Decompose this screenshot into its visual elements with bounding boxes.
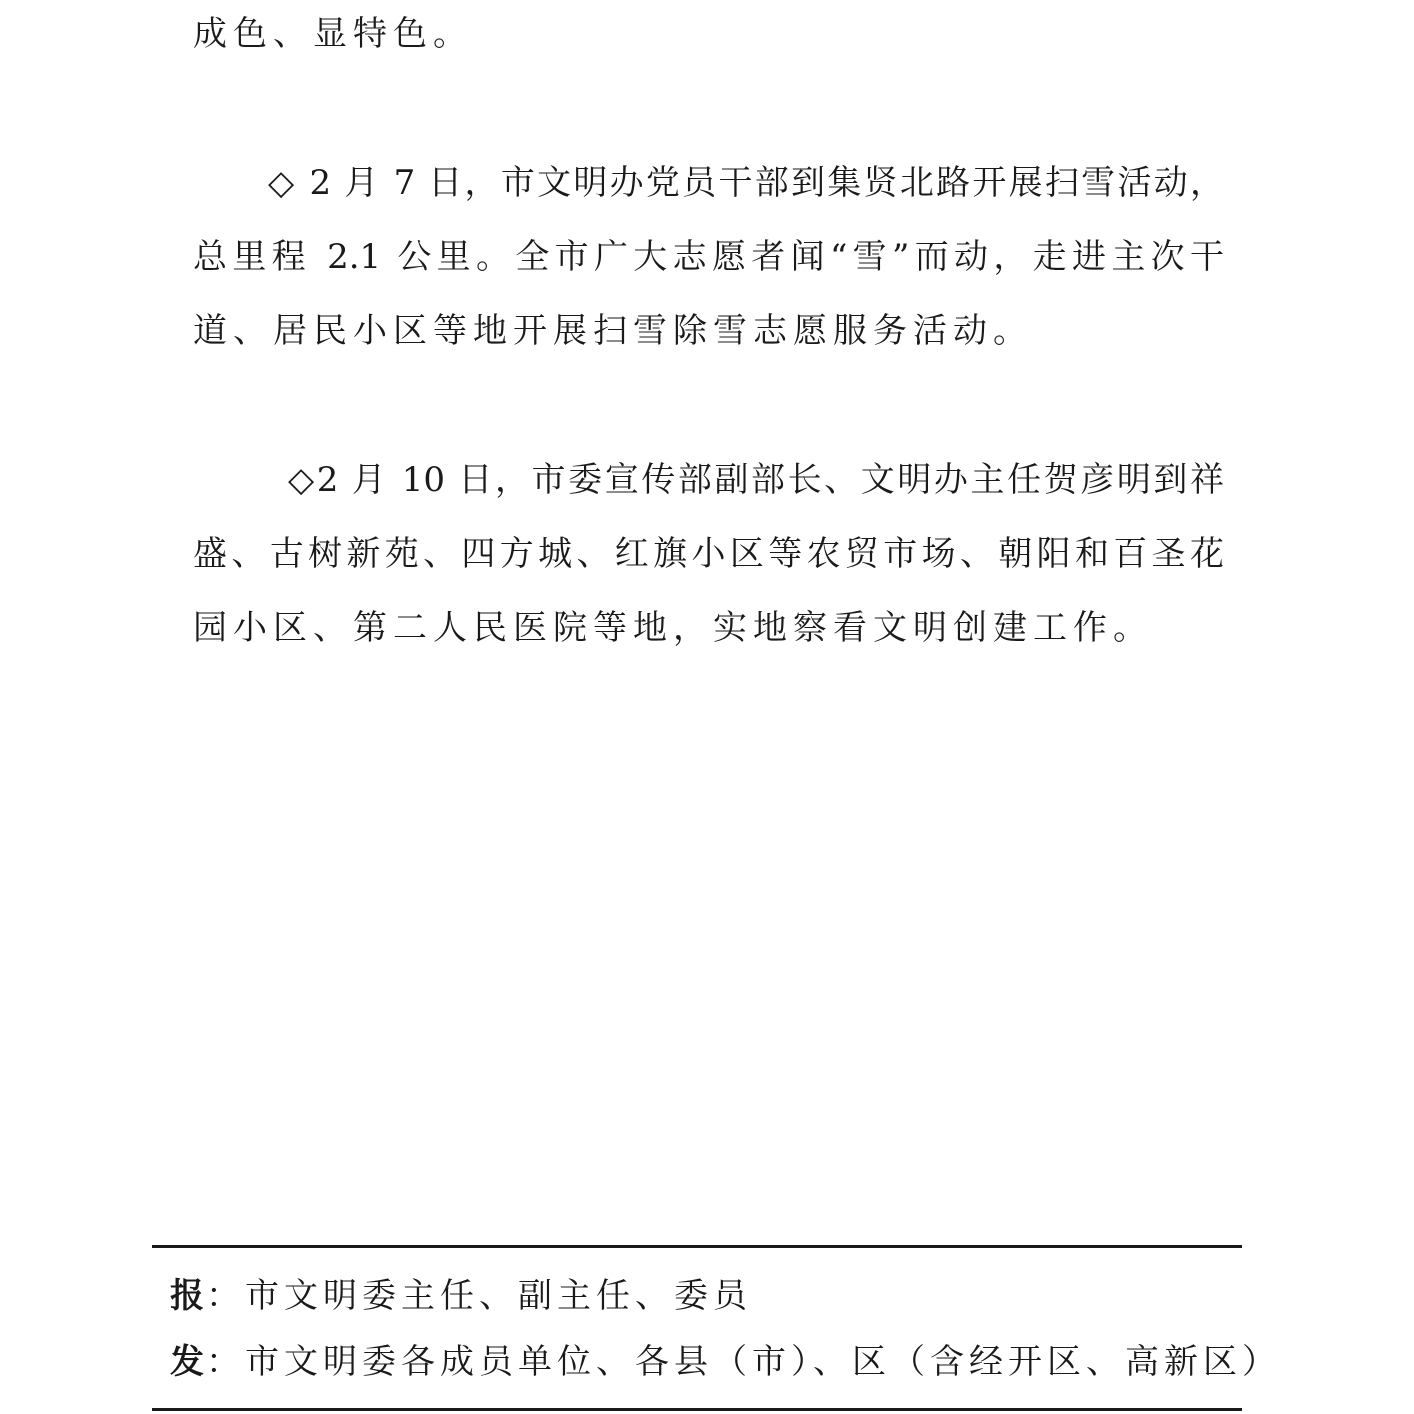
paragraph-1-line-2: 道、居民小区等地开展扫雪除雪志愿服务活动。 xyxy=(193,311,1033,351)
send-recipients: ：市文明委各成员单位、各县（市）、区（含经开区、高新区） xyxy=(206,1342,1281,1382)
distribution-top-rule xyxy=(152,1245,1242,1248)
paragraph-0-line-0: 成色、显特色。 xyxy=(193,14,473,54)
report-recipients: ：市文明委主任、副主任、委员 xyxy=(206,1276,752,1316)
paragraph-1-line-1: 总里程 2.1 公里。全市广大志愿者闻“雪”而动，走进主次干 xyxy=(193,237,1224,277)
distribution-bottom-rule xyxy=(152,1408,1242,1411)
report-to-line xyxy=(170,1276,752,1316)
send-to-line xyxy=(170,1342,1281,1382)
report-label: 报 xyxy=(170,1276,206,1316)
paragraph-2-line-0: ◇2 月 10 日，市委宣传部副部长、文明办主任贺彦明到祥 xyxy=(288,460,1224,500)
paragraph-2-line-2: 园小区、第二人民医院等地，实地察看文明创建工作。 xyxy=(193,608,1153,648)
paragraph-1-line-0: ◇ 2 月 7 日，市文明办党员干部到集贤北路开展扫雪活动， xyxy=(268,163,1224,203)
paragraph-2-line-1: 盛、古树新苑、四方城、红旗小区等农贸市场、朝阳和百圣花 xyxy=(193,534,1224,574)
send-label: 发 xyxy=(170,1342,206,1382)
